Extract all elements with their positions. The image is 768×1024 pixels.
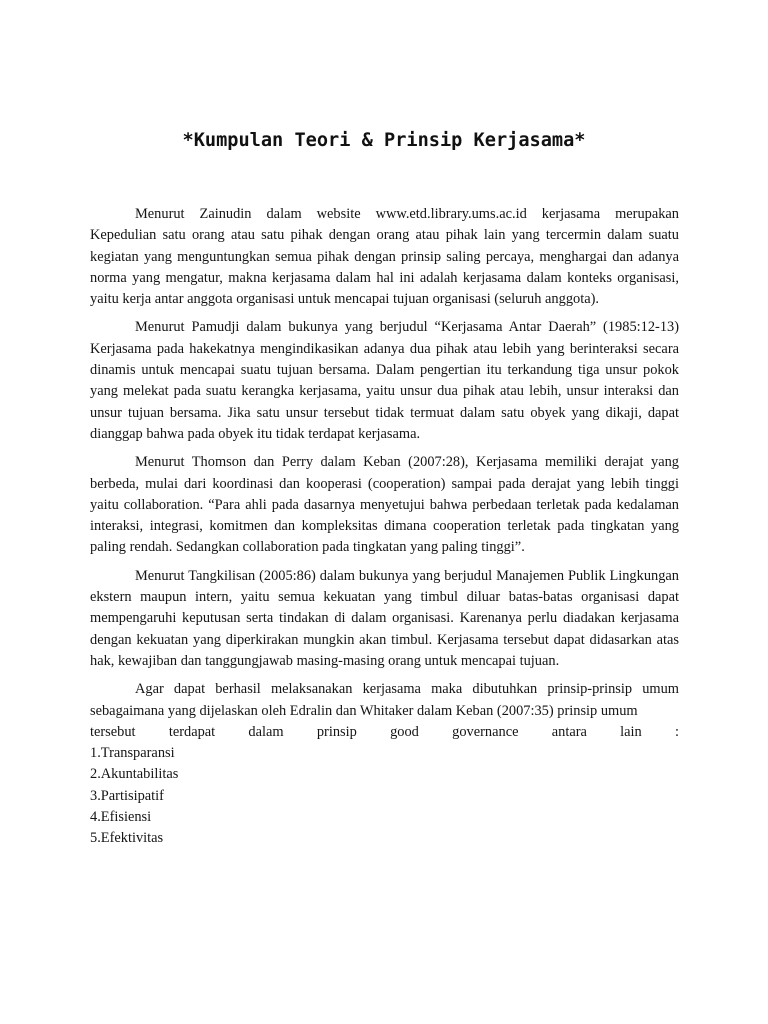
paragraph-tangkilisan: Menurut Tangkilisan (2005:86) dalam bukunya yang berjudul Manajemen Publik Lingkungan ekstern maupun intern, yaitu semua kekuatan yang timbul diluar batas-batas organisasi dapat mempengaruhi keputusan serta tindakan di dalam organisasi. Karenanya perlu diadakan kerjasama dengan kekuatan yang diperkirakan mungkin akan timbul. Kerjasama tersebut dapat didasarkan atas hak, kewajiban dan tanggungjawab masing-masing orang untuk mencapai tujuan. — [90, 567, 679, 669]
principles-intro-text: Agar dapat berhasil melaksanakan kerjasama maka dibutuhkan prinsip-prinsip umum sebagaimana yang dijelaskan oleh Edralin dan Whitaker dalam Keban (2007:35) prinsip umum — [90, 681, 679, 719]
document-title: *Kumpulan Teori & Prinsip Kerjasama* — [182, 130, 586, 151]
principle-item: 1.Transparansi — [90, 745, 175, 762]
paragraph-zainudin: Menurut Zainudin dalam website www.etd.library.ums.ac.id kerjasama merupakan Kepedulian satu orang atau satu pihak dengan orang atau pihak lain yang tercermin dalam suatu kegiatan yang menguntungkan semua pihak dengan prinsip saling percaya, menghargai dan adanya norma yang mengatur, makna kerjasama dalam hal ini adalah kerjasama dalam konteks organisasi, yaitu kerja antar anggota organisasi untuk mencapai tujuan organisasi (seluruh anggota). — [90, 206, 679, 308]
principle-item: 4.Efisiensi — [90, 809, 152, 826]
principles-list — [90, 743, 679, 849]
principle-item: 5.Efektivitas — [90, 830, 164, 847]
document-body — [90, 204, 679, 850]
paragraph-principles-intro — [90, 679, 679, 743]
paragraph-thomson-perry: Menurut Thomson dan Perry dalam Keban (2007:28), Kerjasama memiliki derajat yang berbeda, mulai dari koordinasi dan kooperasi (cooperation) sampai pada derajat yang lebih tinggi yaitu collaboration. “Para ahli pada dasarnya menyetujui bahwa perbedaan terletak pada kedalaman interaksi, integrasi, komitmen dan kompleksitas dimana cooperation terletak pada tingkatan yang paling rendah. Sedangkan collaboration pada tingkatan yang paling tinggi”. — [90, 454, 679, 556]
principle-item: 2.Akuntabilitas — [90, 766, 179, 783]
principle-item: 3.Partisipatif — [90, 787, 164, 804]
paragraph-pamudji: Menurut Pamudji dalam bukunya yang berjudul “Kerjasama Antar Daerah” (1985:12-13) Kerjasama pada hakekatnya mengindikasikan adanya dua pihak atau lebih yang berinteraksi secara dinamis untuk mencapai suatu tujuan bersama. Dalam pengertian itu terkandung tiga unsur pokok yang melekat pada suatu kerangka kerjasama, yaitu unsur dua pihak atau lebih, unsur interaksi dan unsur tujuan bersama. Jika satu unsur tersebut tidak termuat dalam satu obyek yang dikaji, dapat dianggap bahwa pada obyek itu tidak terdapat kerjasama. — [90, 319, 679, 442]
principles-intro-spread-line: tersebut terdapat dalam prinsip good governance antara lain : — [90, 723, 679, 740]
